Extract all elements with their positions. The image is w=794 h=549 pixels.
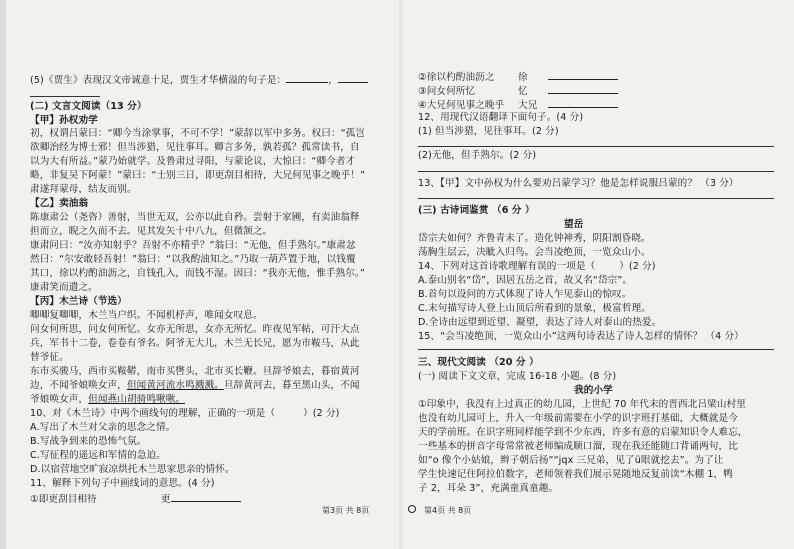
bing-line: 问女何所思，问女何所忆。女亦无所思，女亦无所忆。昨夜见军帖，可汗大点 xyxy=(30,324,360,335)
q12-1-answer-line[interactable] xyxy=(418,146,774,147)
q13-stem: 13、【甲】文中孙权为什么要劝吕蒙学习？他是怎样说服吕蒙的？ （3 分） xyxy=(418,178,739,189)
bing-line: 兵，军书十二卷，卷卷有爷名。阿爷无大儿，木兰无长兄，愿为市鞍马，从此 xyxy=(30,338,360,349)
q14-stem xyxy=(418,261,656,273)
poem-line: 荡胸生层云，决眦入归鸟。会当凌绝顶，一览众山小。 xyxy=(418,247,651,258)
page-4 xyxy=(404,0,794,549)
q11-item xyxy=(418,70,618,84)
q10-option: A.写出了木兰对父亲的思念之情。 xyxy=(30,422,176,433)
q5-blank-2[interactable] xyxy=(338,73,368,83)
yi-line: 康肃问曰：“汝亦知射乎？吾射不亦精乎？”翁曰：“无他，但手熟尔。”康肃忿 xyxy=(30,240,356,251)
q11-item-word: 大兄 xyxy=(518,100,538,111)
yi-line: 其口，徐以杓酌油沥之，自钱孔入，而钱不湿。因曰：“我亦无他，惟手熟尔。” xyxy=(30,268,365,279)
jia-line: 肃遂拜蒙母，结友而别。 xyxy=(30,184,137,195)
poem-title: 望岳 xyxy=(564,219,584,230)
yi-line: 康肃笑而遣之。 xyxy=(30,282,98,293)
q12-2-answer-line[interactable] xyxy=(418,171,774,172)
q11-answer-blank[interactable] xyxy=(171,492,241,502)
q13-answer-line[interactable] xyxy=(418,198,774,199)
q14-score: ）(2 分) xyxy=(619,261,656,272)
article-line: ①印象中，我没有上过真正的幼儿园，上世纪 70 年代末的晋西北吕梁山村里 xyxy=(418,399,746,410)
q10-text: 10、对《木兰诗》中两个画线句的理解，正确的一项是（ xyxy=(30,408,276,419)
q5-text: (5)《贾生》表现汉文帝诚意十足，贾生才华横溢的句子是： xyxy=(30,75,287,86)
jia-title: 【甲】孙权劝学 xyxy=(30,115,98,126)
underlined-sentence-2: 但闻燕山胡骑鸣啾啾。 xyxy=(88,394,186,405)
part-3-subtitle: (一) 阅读下文文章，完成 16-18 小题。(8 分) xyxy=(418,371,617,382)
article-line: 天的学前班。在识字班同样能学到不少东西，许多有意的启蒙知识令人难忘， xyxy=(418,427,748,438)
bing-line xyxy=(30,380,360,392)
q11-item-text: ①即更刮目相待 xyxy=(30,494,97,505)
yi-line: 然曰：“尔安敢轻吾射！”翁曰：“以我酌油知之。”乃取一葫芦置于地，以钱覆 xyxy=(30,254,356,265)
bing-line: 替爷征。 xyxy=(30,352,69,363)
q11-item-word: 更 xyxy=(160,494,171,505)
section-2-title: (二) 文言文阅读（13 分） xyxy=(30,101,147,112)
article-line: 也没有幼儿园可上，升入一年级前需要在小学的识字班打基础，大概就是今 xyxy=(418,413,738,424)
q10-option: D.以宿营地空旷寂凉烘托木兰思家思亲的情怀。 xyxy=(30,464,235,475)
q11-answer-blank[interactable] xyxy=(548,98,618,108)
q5-blank-3[interactable] xyxy=(30,96,100,97)
q14-text: 14、下列对这首诗歌理解有误的一项是（ xyxy=(418,261,596,272)
q11-item-text: ③问女何所忆 xyxy=(418,86,476,97)
jia-line: 初，权谓吕蒙曰：“卿今当涂掌事，不可不学！”蒙辞以军中多务。权曰：“孤岂 xyxy=(30,128,366,139)
q11-item xyxy=(418,98,618,112)
jia-line: 欲卿治经为博士邪！但当涉猎，见往事耳。卿言多务，孰若孤？孤常读书，自 xyxy=(30,142,360,153)
q14-option: C.末句描写诗人登上山顶后所看到的景象，极富哲理。 xyxy=(418,303,651,314)
q10-option: B.写战争到来的恐怖气氛。 xyxy=(30,436,147,447)
article-title: 我的小学 xyxy=(574,385,613,396)
jia-line: 略，非复吴下阿蒙！”蒙曰：“士别三日，即更刮目相待，大兄何见事之晚乎！” xyxy=(30,170,366,181)
poem-line: 岱宗夫如何？齐鲁青未了。造化钟神秀，阴阳割昏晓。 xyxy=(418,233,651,244)
q14-option: D.全诗由远望到近望、凝望，表达了诗人对泰山的热爱。 xyxy=(418,317,662,328)
page-footer: 第4页 共 8页 xyxy=(424,506,472,515)
q5-separator: ， xyxy=(328,75,338,86)
jia-line: 以为大有所益。”蒙乃始就学。及鲁肃过寻阳，与蒙论议，大惊曰：“卿今者才 xyxy=(30,156,356,167)
q11-item-word: 忆 xyxy=(518,86,528,97)
bing-text: 边，不闻爷娘唤女声， xyxy=(30,380,127,391)
q11-item-text: ④大兄何见事之晚乎 xyxy=(418,100,505,111)
q10-stem xyxy=(30,408,340,420)
q15-stem: 15、“会当凌绝顶，一览众山小”这两句诗表达了诗人怎样的情怀？ （4 分） xyxy=(418,331,744,342)
q5-blank-1[interactable] xyxy=(286,73,328,83)
yi-line: 担而立，睨之久而不去。见其发矢十中八九，但微颔之。 xyxy=(30,226,273,237)
yi-line: 陈康肃公（尧咨）善射，当世无双，公亦以此自矜。尝射于家圃，有卖油翁释 xyxy=(30,212,360,223)
article-line: 如“o 像个小姑娘，辫子朝后扬”“jqx 三兄弟，见了ü眼就挖去”。为了让 xyxy=(418,455,724,466)
yi-title: 【乙】卖油翁 xyxy=(30,198,89,209)
q12-stem: 12、用现代汉语翻译下面句子。(4 分) xyxy=(418,112,584,123)
part-3-title: 三、现代文阅读 （20 分 ） xyxy=(418,357,539,368)
q11-answer-blank[interactable] xyxy=(548,70,618,80)
article-line: 子 2，耳朵 3”，充满童真童趣。 xyxy=(418,483,559,494)
bing-text: 爷娘唤女声， xyxy=(30,394,89,405)
bing-text: 旦辞黄河去，暮至黑山头，不闻 xyxy=(223,380,360,391)
q12-item-1: (1) 但当涉猎，见往事耳。(2 分) xyxy=(418,126,559,137)
bing-line xyxy=(30,394,185,406)
q5-line xyxy=(30,73,368,87)
bing-line: 唧唧复唧唧，木兰当户织。不闻机杼声，唯闻女叹息。 xyxy=(30,310,263,321)
underlined-sentence-1: 但闻黄河流水鸣溅溅。 xyxy=(126,380,224,391)
q10-option: C.写征程的遥远和军情的急迫。 xyxy=(30,450,166,461)
q15-answer-line[interactable] xyxy=(418,349,774,350)
q12-item-2: (2)无他，但手熟尔。(2 分) xyxy=(418,150,537,161)
article-line: 一些基本的拼音字母常常被老师编成顺口溜，现在我还能随口背诵两句，比 xyxy=(418,441,738,452)
bing-title: 【丙】木兰诗（节选） xyxy=(30,296,127,307)
q11-item xyxy=(418,84,618,98)
section-3-title: (三) 古诗词鉴赏 （6 分 ） xyxy=(418,205,535,216)
q11-item-text: ②徐以杓酌油沥之 xyxy=(418,72,495,83)
bing-line: 东市买骏马，西市买鞍鞯，南市买辔头，北市买长鞭。旦辞爷娘去，暮宿黄河 xyxy=(30,366,360,377)
q11-answer-blank[interactable] xyxy=(548,84,618,94)
article-line: 学生快速记住阿拉伯数字，老师领着我们展示晃随地反复前读“木棚 1，鸭 xyxy=(418,469,733,480)
page-footer: 第3页 共 8页 xyxy=(322,506,370,515)
q14-option: B.首句以设问的方式体现了诗人乍见泰山的惊叹。 xyxy=(418,289,632,300)
q11-item-word: 徐 xyxy=(518,72,528,83)
q10-score: ）(2 分) xyxy=(303,408,340,419)
page-spine xyxy=(399,0,403,549)
q14-option: A.泰山别名“岱”，因居五岳之首，故又名“岱宗”。 xyxy=(418,275,633,286)
q11-item xyxy=(30,492,241,506)
q11-stem: 11、解释下列句子中画线词的意思。(4 分) xyxy=(30,478,215,489)
